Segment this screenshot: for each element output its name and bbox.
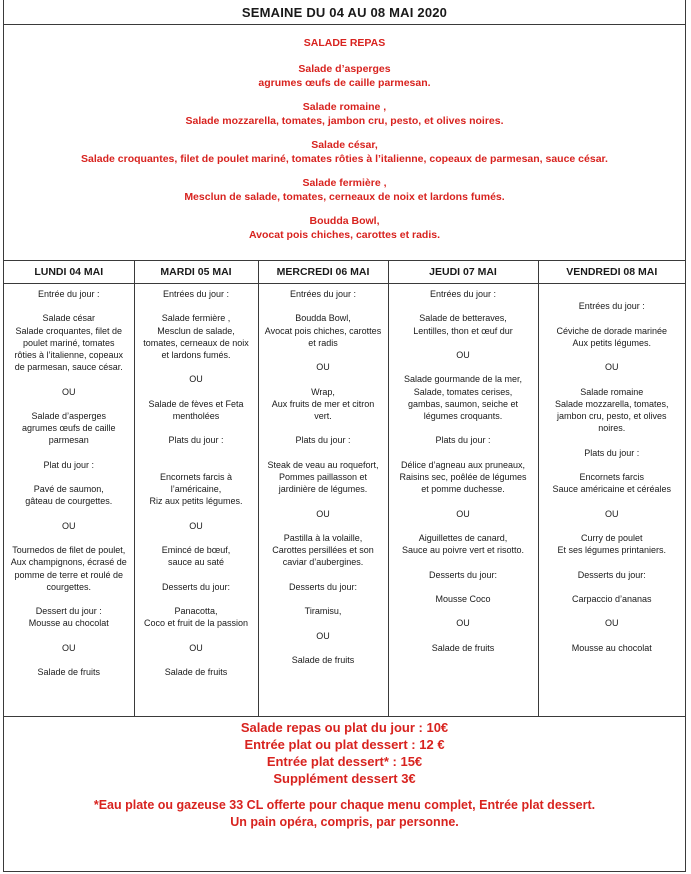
weekly-menu-table — [4, 261, 685, 716]
menu-line: Plats du jour : — [584, 447, 640, 458]
menu-line: Sauce au poivre vert et risotto. — [401, 545, 525, 556]
day-menu-monday — [4, 284, 134, 717]
menu-line: OU — [62, 386, 76, 397]
menu-line: Aiguillettes de canard, — [418, 532, 508, 543]
menu-line — [541, 520, 684, 532]
menu-line — [261, 593, 386, 605]
menu-line: OU — [605, 618, 619, 629]
menu-line: Carpaccio d’ananas — [571, 593, 652, 604]
menu-line: Mousse Coco — [435, 593, 491, 604]
menu-line: Plats du jour : — [295, 435, 351, 446]
menu-line: OU — [316, 630, 330, 641]
menu-line — [541, 373, 684, 385]
menu-line: Emincé de bœuf, — [161, 545, 231, 556]
menu-line: Steak de veau au roquefort, — [267, 459, 379, 470]
menu-line: agrumes œufs de caille — [21, 423, 116, 434]
menu-line — [541, 459, 684, 471]
menu-line: gambas, saumon, seiche et — [407, 398, 519, 409]
menu-line: Raisins sec, poêlée de légumes — [399, 471, 527, 482]
salad-description: agrumes œufs de caille parmesan. — [258, 77, 431, 89]
menu-line: Salade césar — [42, 313, 96, 324]
menu-line — [391, 556, 536, 568]
menu-line: courgettes. — [46, 581, 92, 592]
menu-line: Plats du jour : — [168, 435, 224, 446]
menu-line — [6, 300, 132, 312]
salad-item — [4, 176, 685, 204]
price-footer — [4, 716, 685, 831]
menu-line: Desserts du jour: — [428, 569, 498, 580]
footnote-line: *Eau plate ou gazeuse 33 CL offerte pour chaque menu complet, Entrée plat dessert. — [93, 798, 596, 812]
menu-line — [261, 422, 386, 434]
menu-line: Tournedos de filet de poulet, — [12, 545, 126, 556]
menu-line: OU — [189, 520, 203, 531]
menu-line: Céviche de dorade marinée — [556, 325, 668, 336]
menu-line — [261, 642, 386, 654]
menu-line: Salade, tomates cerises, — [413, 386, 513, 397]
menu-line — [541, 288, 684, 300]
menu-line — [541, 434, 684, 446]
menu-line — [391, 605, 536, 617]
menu-line — [541, 495, 684, 507]
menu-line: Carottes persillées et son — [272, 545, 374, 556]
menu-line — [6, 654, 132, 666]
price-line: Salade repas ou plat du jour : 10€ — [240, 720, 449, 735]
menu-line: Boudda Bowl, — [295, 313, 351, 324]
menu-line — [391, 581, 536, 593]
salad-name: Boudda Bowl, — [309, 215, 380, 227]
menu-line: tomates, cerneaux de noix — [143, 337, 249, 348]
menu-line — [137, 532, 256, 544]
menu-line: jardinière de légumes. — [278, 484, 368, 495]
menu-line: OU — [62, 642, 76, 653]
menu-line: et pomme duchesse. — [421, 484, 505, 495]
menu-line: poulet mariné, tomates — [22, 337, 115, 348]
menu-line: Plat du jour : — [43, 459, 95, 470]
day-header: VENDREDI 08 MAI — [538, 261, 685, 284]
menu-line: Wrap, — [311, 386, 335, 397]
menu-line: Mousse au chocolat — [28, 618, 109, 629]
menu-line — [6, 593, 132, 605]
salad-section — [4, 25, 685, 261]
menu-line — [541, 312, 684, 324]
menu-line — [6, 630, 132, 642]
menu-line: Curry de poulet — [580, 532, 643, 543]
menu-line: l’américaine, — [170, 484, 222, 495]
menu-line: Salade fermière , — [161, 313, 231, 324]
menu-line — [391, 447, 536, 459]
menu-line: OU — [316, 362, 330, 373]
salad-item — [4, 100, 685, 128]
menu-line: Aux petits légumes. — [572, 337, 652, 348]
menu-line — [261, 300, 386, 312]
day-menu-thursday — [388, 284, 538, 717]
menu-line — [261, 617, 386, 629]
salad-description: Mesclun de salade, tomates, cerneaux de noix et lardons fumés. — [184, 191, 505, 203]
day-menu-wednesday — [258, 284, 388, 717]
menu-line: OU — [189, 374, 203, 385]
menu-line: sauce au saté — [167, 557, 225, 568]
salad-item — [4, 138, 685, 166]
menu-line: et lardons fumés. — [161, 350, 231, 360]
menu-page — [3, 0, 686, 872]
menu-line: jambon cru, pesto, et olives — [556, 410, 667, 421]
menu-line: pomme de terre et roulé de — [14, 569, 124, 580]
menu-line — [391, 495, 536, 507]
menu-line: rôties à l’italienne, copeaux — [14, 350, 124, 360]
menu-line: Délice d’agneau aux pruneaux, — [400, 459, 526, 470]
menu-line: Salade d’asperges — [31, 410, 107, 421]
menu-line: Coco et fruit de la passion — [143, 618, 249, 629]
menu-line: Tiramisu, — [304, 606, 342, 617]
menu-line: Desserts du jour: — [577, 569, 646, 580]
menu-line: Entrées du jour : — [289, 289, 357, 299]
menu-line — [391, 520, 536, 532]
menu-line — [137, 654, 256, 666]
menu-line: OU — [605, 362, 619, 373]
menu-line — [261, 495, 386, 507]
menu-line — [541, 581, 684, 593]
menu-line: Avocat pois chiches, carottes — [264, 325, 382, 336]
day-menu-row — [4, 284, 685, 717]
salad-heading: SALADE REPAS — [303, 37, 386, 49]
menu-line: Plats du jour : — [435, 435, 491, 446]
menu-line: Mousse au chocolat — [571, 642, 652, 653]
menu-line — [6, 398, 132, 410]
salad-name: Salade césar, — [311, 139, 378, 151]
menu-line: OU — [605, 508, 619, 519]
menu-line — [391, 337, 536, 349]
menu-line: Pavé de saumon, — [33, 484, 104, 495]
menu-line: Salade de betteraves, — [419, 313, 507, 324]
menu-line: parmesan — [48, 435, 89, 446]
menu-line: OU — [189, 642, 203, 653]
menu-line — [6, 508, 132, 520]
menu-line: de parmesan, sauce césar. — [14, 362, 123, 373]
salad-name: Salade romaine , — [302, 101, 387, 113]
menu-line: Aux fruits de mer et citron — [271, 398, 375, 409]
menu-line: Aux champignons, écrasé de — [10, 557, 127, 568]
price-line: Supplément dessert 3€ — [273, 771, 416, 786]
menu-line: Entrées du jour : — [578, 301, 645, 312]
menu-line — [261, 349, 386, 361]
menu-line: Riz aux petits légumes. — [149, 496, 243, 507]
menu-line: Salade de fruits — [164, 667, 228, 678]
menu-line: Desserts du jour: — [288, 581, 358, 592]
menu-line: noires. — [598, 423, 626, 434]
menu-line — [137, 593, 256, 605]
menu-line: OU — [62, 520, 76, 531]
price-line: Entrée plat dessert* : 15€ — [266, 754, 423, 769]
menu-line — [261, 447, 386, 459]
menu-line: Encornets farcis à — [159, 471, 233, 482]
menu-line: Salade de fruits — [291, 654, 355, 665]
menu-line — [391, 630, 536, 642]
menu-line: Dessert du jour : — [35, 606, 102, 617]
salad-name: Salade fermière , — [302, 177, 387, 189]
menu-line — [137, 422, 256, 434]
salad-description: Avocat pois chiches, carottes et radis. — [248, 229, 440, 241]
menu-line — [137, 630, 256, 642]
menu-line — [541, 630, 684, 642]
menu-line: mentholées — [172, 410, 220, 421]
menu-line — [137, 569, 256, 581]
menu-line — [541, 556, 684, 568]
menu-line — [6, 447, 132, 459]
day-header: JEUDI 07 MAI — [388, 261, 538, 284]
menu-line: OU — [316, 508, 330, 519]
menu-line: légumes croquants. — [423, 410, 503, 421]
menu-line: Entrées du jour : — [429, 289, 497, 299]
menu-line — [137, 386, 256, 398]
menu-line: OU — [456, 508, 470, 519]
menu-line: OU — [456, 349, 470, 360]
day-header-row — [4, 261, 685, 284]
menu-line: Salade de fèves et Feta — [148, 398, 244, 409]
menu-line: Pommes paillasson et — [278, 471, 368, 482]
menu-line: caviar d’aubergines. — [282, 557, 364, 568]
menu-line: vert. — [314, 410, 332, 421]
menu-line: Salade croquantes, filet de — [15, 325, 123, 336]
menu-line: et radis — [308, 337, 338, 348]
salad-description: Salade mozzarella, tomates, jambon cru, pesto, et olives noires. — [185, 115, 504, 127]
menu-line — [391, 361, 536, 373]
footnote — [4, 797, 685, 831]
menu-line: Lentilles, thon et œuf dur — [413, 325, 513, 336]
menu-line: OU — [456, 618, 470, 629]
menu-line — [137, 459, 256, 471]
menu-line: Sauce américaine et céréales — [552, 484, 672, 495]
menu-line: Salade de fruits — [37, 667, 101, 678]
price-line: Entrée plat ou plat dessert : 12 € — [244, 737, 445, 752]
menu-line: Pastilla à la volaille, — [283, 532, 363, 543]
menu-line: Salade de fruits — [431, 642, 495, 653]
day-menu-friday — [538, 284, 685, 717]
menu-line — [137, 508, 256, 520]
footnote-line: Un pain opéra, compris, par personne. — [230, 815, 459, 829]
menu-line: Panacotta, — [174, 606, 218, 617]
day-header: MERCREDI 06 MAI — [258, 261, 388, 284]
menu-line: gâteau de courgettes. — [25, 496, 113, 507]
menu-line: Desserts du jour: — [161, 581, 231, 592]
menu-line — [391, 300, 536, 312]
salad-description: Salade croquantes, filet de poulet mariné, tomates rôties à l’italienne, copeaux de parmesan, sauce césar. — [81, 153, 608, 165]
menu-line — [137, 447, 256, 459]
salad-item — [4, 214, 685, 242]
day-header: LUNDI 04 MAI — [4, 261, 134, 284]
menu-line — [6, 532, 132, 544]
day-menu-tuesday — [134, 284, 258, 717]
menu-line — [391, 422, 536, 434]
menu-line — [6, 373, 132, 385]
menu-line — [261, 373, 386, 385]
day-header: MARDI 05 MAI — [134, 261, 258, 284]
menu-line — [541, 349, 684, 361]
salad-item — [4, 62, 685, 90]
menu-line: Entrée du jour : — [37, 289, 100, 299]
menu-line — [6, 471, 132, 483]
menu-line: Salade romaine — [580, 386, 644, 397]
menu-line — [137, 361, 256, 373]
menu-line: Salade gourmande de la mer, — [403, 374, 523, 385]
menu-line — [261, 569, 386, 581]
week-title: SEMAINE DU 04 AU 08 MAI 2020 — [4, 0, 685, 25]
menu-line — [137, 300, 256, 312]
menu-line: Salade mozzarella, tomates, — [554, 398, 669, 409]
menu-line — [261, 520, 386, 532]
menu-line — [541, 605, 684, 617]
salad-name: Salade d’asperges — [298, 63, 391, 75]
menu-line: Entrées du jour : — [162, 289, 230, 299]
menu-line: Encornets farcis — [579, 471, 645, 482]
menu-line: Et ses légumes printaniers. — [557, 545, 667, 556]
menu-line: Mesclun de salade, — [157, 325, 235, 336]
